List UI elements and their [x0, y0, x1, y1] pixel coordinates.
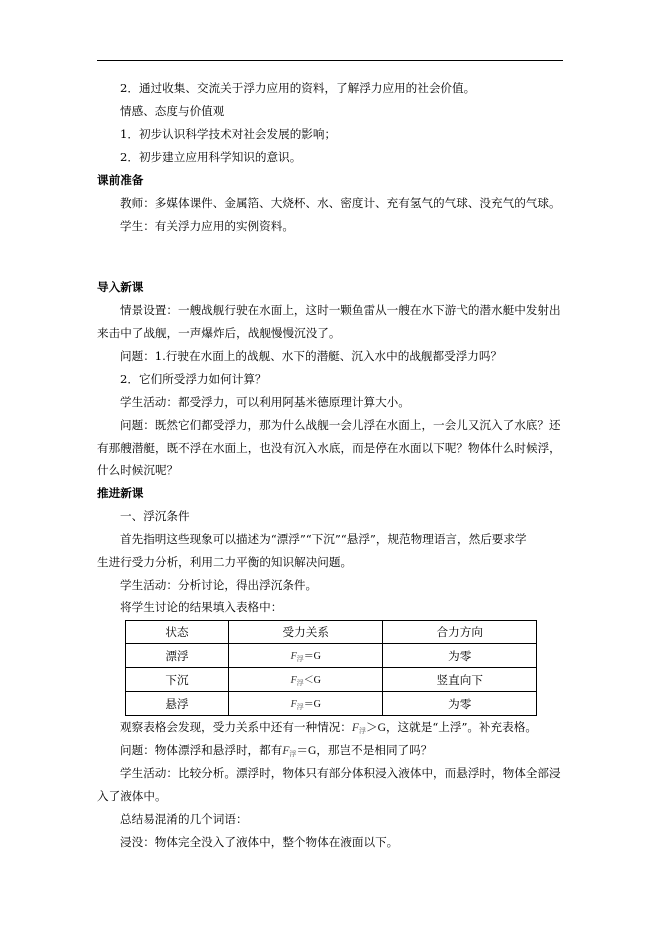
question-3-post: ，那岂不是相同了吗？ — [316, 743, 433, 757]
question-2-line-1: 问题：既然它们都受浮力，那为什么战舰一会儿浮在水面上，一会儿又沉入了水底？还 — [120, 418, 561, 432]
emotion-item-1: 1．初步认识科学技术对社会发展的影响； — [120, 127, 337, 141]
direction-cell: 为零 — [383, 644, 537, 668]
formula-f: F — [351, 721, 359, 734]
direction-cell: 竖直向下 — [383, 668, 537, 692]
observation-post: ，这就是“上浮”。补充表格。 — [385, 720, 537, 734]
formula-rel: ＝G — [303, 699, 321, 710]
state-cell: 漂浮 — [126, 644, 229, 668]
student-activity-3-line-1: 学生活动：比较分析。漂浮时，物体只有部分体积浸入液体中，而悬浮时，物体全部浸 — [120, 766, 561, 780]
formula-f: F — [282, 744, 290, 757]
state-cell: 下沉 — [126, 668, 229, 692]
table-header: 合力方向 — [383, 621, 537, 644]
state-cell: 悬浮 — [126, 692, 229, 716]
student-activity-2: 学生活动：分析讨论，得出浮沉条件。 — [120, 578, 318, 592]
header-rule — [97, 60, 563, 61]
student-materials: 学生：有关浮力应用的实例资料。 — [120, 219, 294, 233]
scenario-line-2: 来击中了战舰，一声爆炸后，战舰慢慢沉没了。 — [97, 326, 341, 340]
table-row — [126, 668, 537, 692]
paragraph-line-1: 首先指明这些现象可以描述为“漂浮”“下沉”“悬浮”，规范物理语言，然后要求学 — [120, 532, 527, 546]
paragraph-line-2: 生进行受力分析，利用二力平衡的知识解决问题。 — [97, 555, 353, 569]
formula-rel: ＝G — [296, 744, 317, 757]
observation-line — [120, 716, 537, 739]
section-heading-preparation: 课前准备 — [97, 173, 144, 187]
question-3-pre: 问题：物体漂浮和悬浮时，都有 — [120, 743, 283, 757]
formula-rel: ＞G — [365, 721, 386, 734]
question-line-2: 2．它们所受浮力如何计算？ — [120, 372, 267, 386]
formula-sub: 浮 — [358, 727, 366, 735]
student-activity-1: 学生活动：都受浮力，可以利用阿基米德原理计算大小。 — [120, 395, 410, 409]
section-heading-intro: 导入新课 — [97, 280, 144, 294]
formula-sub: 浮 — [296, 655, 304, 663]
force-relation-cell — [229, 692, 383, 716]
buoyancy-table — [125, 620, 537, 716]
formula-rel: ＜G — [303, 675, 321, 686]
emotion-heading: 情感、态度与价值观 — [120, 104, 225, 118]
emotion-item-2: 2．初步建立应用科学知识的意识。 — [120, 150, 302, 164]
table-intro: 将学生讨论的结果填入表格中： — [120, 600, 283, 614]
table-header: 受力关系 — [229, 621, 383, 644]
formula-f: F — [290, 675, 297, 686]
question-3-line — [120, 739, 432, 762]
question-line-1: 问题：1.行驶在水面上的战舰、水下的潜艇、沉入水中的战舰都受浮力吗？ — [120, 349, 503, 363]
scenario-line-1: 情景设置：一艘战舰行驶在水面上，这时一颗鱼雷从一艘在水下游弋的潜水艇中发射出 — [120, 303, 561, 317]
formula-sub: 浮 — [296, 679, 304, 687]
formula-rel: ＝G — [303, 651, 321, 662]
force-relation-cell — [229, 644, 383, 668]
table-header-row — [126, 621, 537, 644]
force-relation-cell — [229, 668, 383, 692]
formula-sub: 浮 — [296, 703, 304, 711]
teacher-materials: 教师：多媒体课件、金属箔、大烧杯、水、密度计、充有氢气的气球、没充气的气球。 — [120, 196, 561, 210]
student-activity-3-line-2: 入了液体中。 — [97, 789, 167, 803]
question-2-line-3: 什么时候沉呢？ — [97, 463, 179, 477]
formula-f: F — [290, 699, 297, 710]
goal-line-2: 2．通过收集、交流关于浮力应用的资料，了解浮力应用的社会价值。 — [120, 81, 476, 95]
table-row — [126, 644, 537, 668]
subsection-heading: 一、浮沉条件 — [120, 509, 190, 523]
formula-f: F — [290, 651, 297, 662]
direction-cell: 为零 — [383, 692, 537, 716]
table-row — [126, 692, 537, 716]
section-heading-new-lesson: 推进新课 — [97, 486, 144, 500]
table-header: 状态 — [126, 621, 229, 644]
definition-immersion: 浸没：物体完全没入了液体中，整个物体在液面以下。 — [120, 835, 399, 849]
observation-pre: 观察表格会发现，受力关系中还有一种情况： — [120, 720, 352, 734]
question-2-line-2: 有那艘潜艇，既不浮在水面上，也没有沉入水底，而是停在水面以下呢？物体什么时候浮， — [97, 441, 561, 455]
summary-heading: 总结易混淆的几个词语： — [120, 812, 248, 826]
formula-sub: 浮 — [289, 750, 297, 758]
